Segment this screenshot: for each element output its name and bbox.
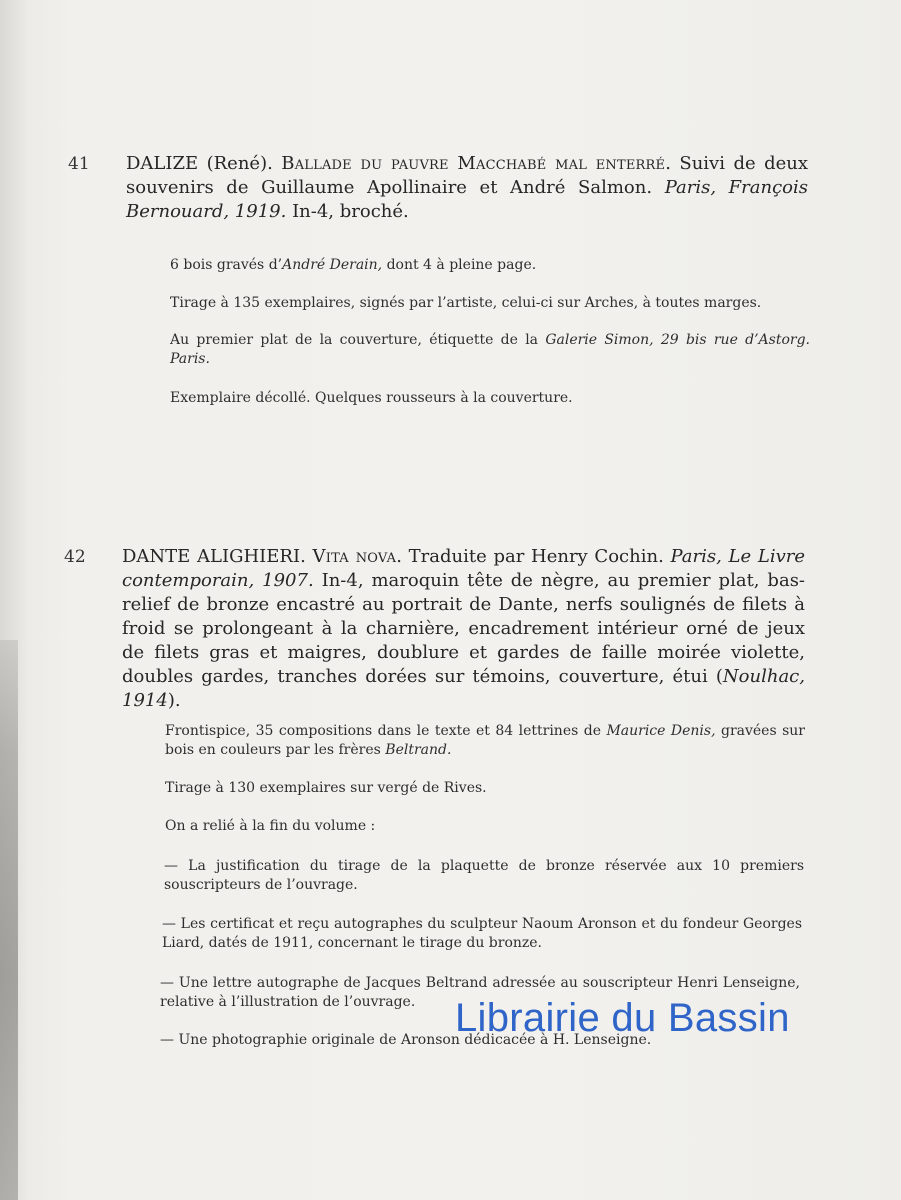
- publication-info: Paris, Le Livre contemporain, 1907.: [122, 546, 806, 591]
- entry-number: 41: [68, 154, 90, 174]
- book-format: In-4, broché.: [286, 201, 409, 222]
- author-first-name: (René).: [198, 153, 282, 174]
- facing-page-illustration-edge: [0, 640, 18, 1200]
- bookseller-watermark: Librairie du Bassin: [455, 996, 790, 1040]
- entry-heading: [122, 545, 805, 713]
- note-condition: Exemplaire décollé. Quelques rousseurs à la couverture.: [170, 390, 573, 406]
- note-text: gravées sur bois en couleurs par les frères: [165, 723, 805, 758]
- note-illustrations: [165, 722, 805, 760]
- note-print-run: Tirage à 130 exemplaires sur vergé de Rives.: [165, 780, 487, 796]
- note-label: [170, 331, 810, 369]
- author-name: DALIZE: [126, 153, 199, 174]
- gallery-name: Galerie Simon, 29 bis rue d’Astorg. Paris.: [170, 332, 810, 367]
- artist-name: André Derain,: [282, 257, 383, 273]
- note-print-run: Tirage à 135 exemplaires, signés par l’artiste, celui-ci sur Arches, à toutes marges.: [170, 295, 762, 311]
- note-text: 6 bois gravés d’: [170, 257, 283, 273]
- title-continuation: . Traduite par Henry Cochin.: [396, 546, 671, 567]
- note-text: Au premier plat de la couverture, étiquette de la: [170, 332, 546, 348]
- artist-name: Maurice Denis,: [606, 723, 716, 739]
- book-title: Ballade du pauvre Macchabé mal enterré: [281, 153, 666, 174]
- note-list-item: — La justification du tirage de la plaquette de bronze réservée aux 10 premiers souscripteurs de l’ouvrage.: [164, 858, 804, 893]
- closing-paren: ).: [167, 690, 181, 711]
- binding-description: In-4, maroquin tête de nègre, au premier plat, bas-relief de bronze encastré au portrait de Dante, nerfs soulignés de filets à froid se prolongeant à la charnière, encadrement intérieur orné de jeux de filets gras et maigres, doublure et gardes de faille moirée violette, doubles gardes, tranches dorées sur témoins, couverture, étui (: [122, 570, 806, 687]
- book-title: Vita nova: [312, 546, 397, 567]
- engraver-name: Beltrand.: [385, 742, 452, 758]
- entry-number: 42: [64, 547, 86, 567]
- note-text: dont 4 à pleine page.: [382, 257, 537, 273]
- note-illustrations: [170, 256, 810, 275]
- author-name: DANTE ALIGHIERI.: [122, 546, 306, 567]
- note-bound-in: On a relié à la fin du volume :: [165, 818, 376, 834]
- binder-name: Noulhac, 1914: [122, 666, 805, 711]
- title-continuation: . Suivi de deux souvenirs de Guillaume Apollinaire et André Salmon.: [126, 153, 808, 198]
- entry-heading: [126, 152, 808, 224]
- note-list-item: — Les certificat et reçu autographes du sculpteur Naoum Aronson et du fondeur Georges Liard, datés de 1911, concernant le tirage du bronze.: [162, 916, 802, 951]
- note-list-item: — Une photographie originale de Aronson dédicacée à H. Lenseigne.: [160, 1032, 652, 1048]
- publication-info: Paris, François Bernouard, 1919.: [126, 177, 808, 222]
- note-text: Frontispice, 35 compositions dans le texte et 84 lettrines de: [165, 723, 607, 739]
- note-list-item: — Une lettre autographe de Jacques Beltrand adressée au souscripteur Henri Lenseigne, relative à l’illustration de l’ouvrage.: [160, 975, 800, 1010]
